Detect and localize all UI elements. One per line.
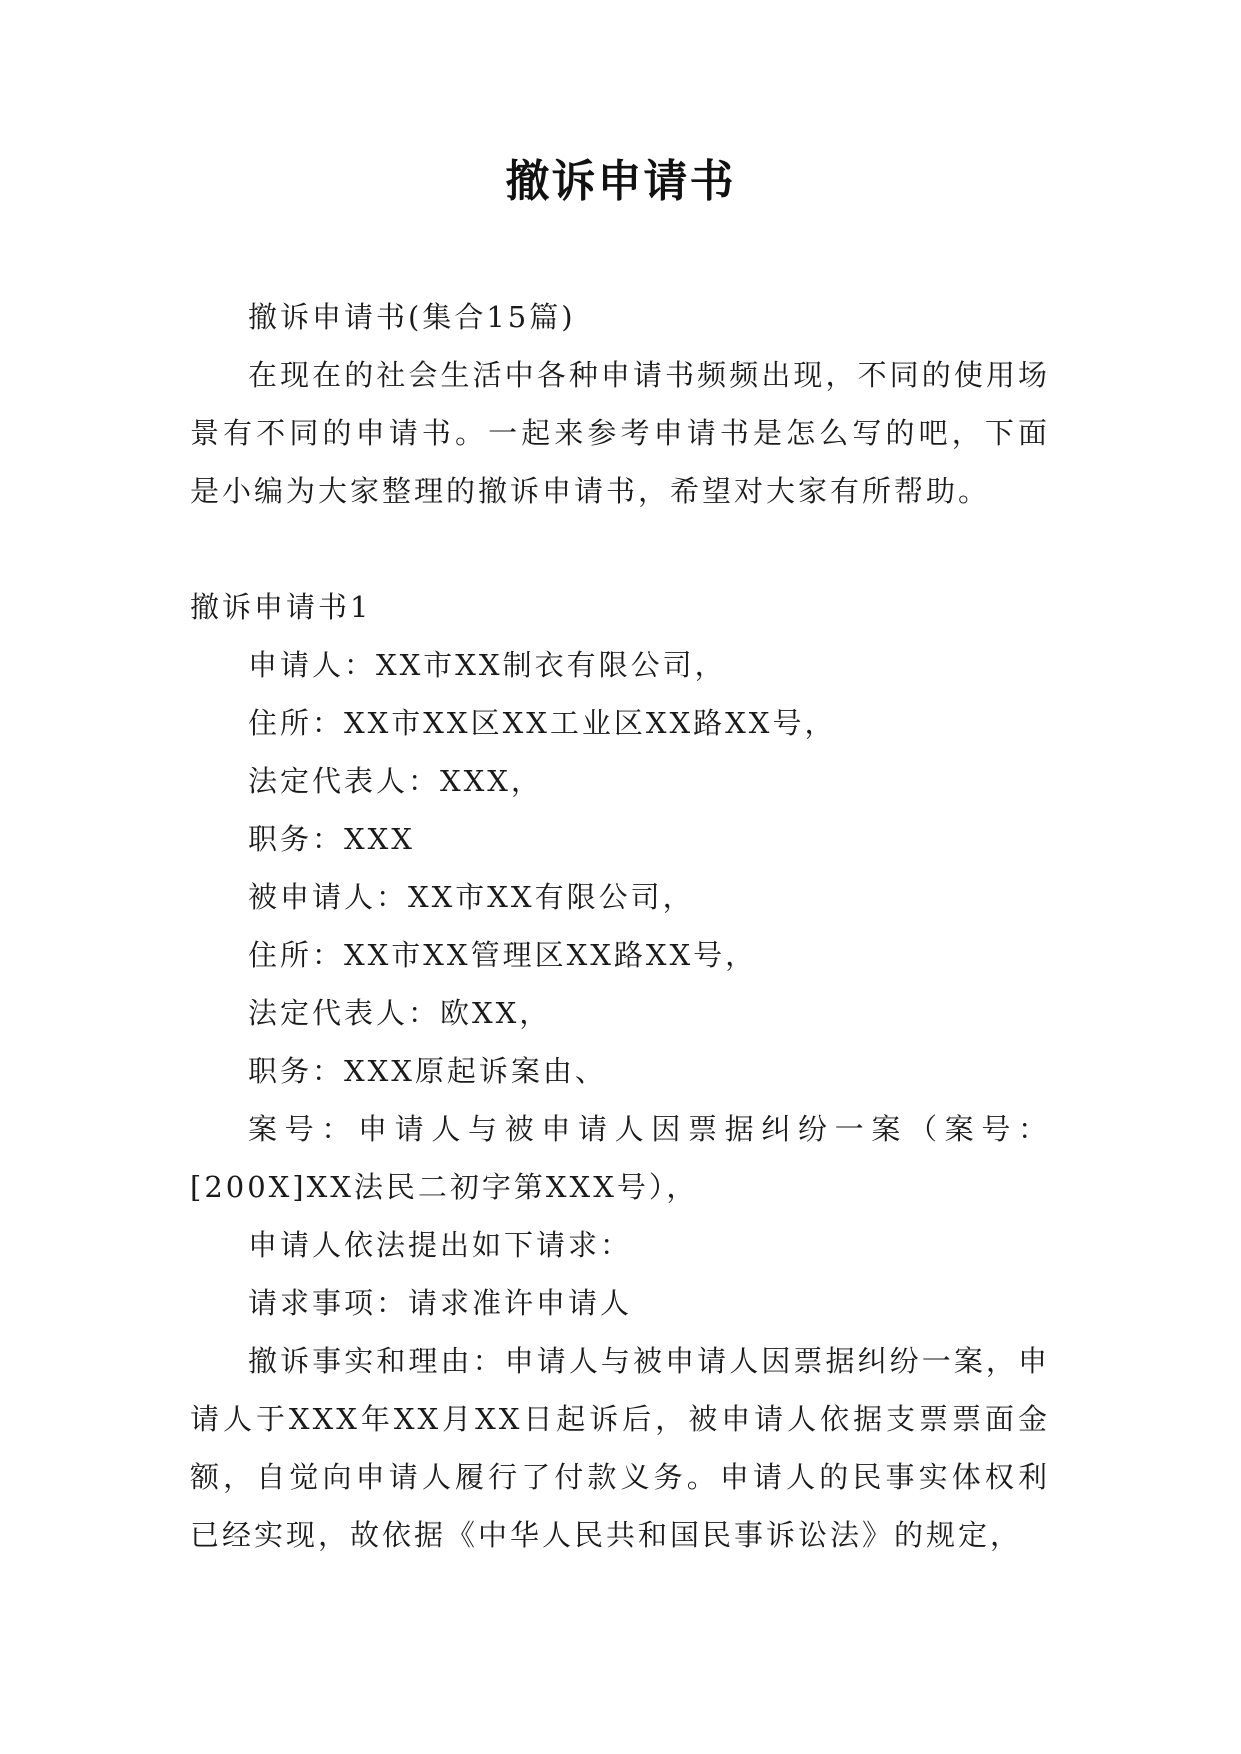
respondent-line: 被申请人：XX市XX有限公司，	[248, 880, 695, 914]
respondent-representative-line: 法定代表人：欧XX，	[248, 996, 552, 1030]
applicant-position-line: 职务：XXX	[248, 822, 415, 856]
subtitle-paragraph: 撤诉申请书(集合15篇)	[248, 300, 576, 334]
document-title: 撤诉申请书	[505, 156, 736, 207]
paragraph-spacer	[190, 520, 1050, 578]
case-number-paragraph: 案号：申请人与被申请人因票据纠纷一案（案号：[200X]XX法民二初字第XXX号），	[190, 1112, 1050, 1204]
document-body	[190, 288, 1050, 1564]
respondent-position-line: 职务：XXX原起诉案由、	[248, 1054, 607, 1088]
applicant-line: 申请人：XX市XX制衣有限公司，	[248, 648, 727, 682]
intro-paragraph: 在现在的社会生活中各种申请书频频出现，不同的使用场景有不同的申请书。一起来参考申请书是怎么写的吧，下面是小编为大家整理的撤诉申请书，希望对大家有所帮助。	[190, 358, 1050, 508]
facts-and-reasons-paragraph: 撤诉事实和理由：申请人与被申请人因票据纠纷一案，申请人于XXX年XX月XX日起诉后，被申请人依据支票票面金额，自觉向申请人履行了付款义务。申请人的民事实体权利已经实现，故依据《中华人民共和国民事诉讼法》的规定，	[190, 1344, 1050, 1552]
request-items-line: 请求事项：请求准许申请人	[248, 1286, 633, 1320]
applicant-address-line: 住所：XX市XX区XX工业区XX路XX号，	[248, 706, 837, 740]
respondent-address-line: 住所：XX市XX管理区XX路XX号，	[248, 938, 758, 972]
request-intro-line: 申请人依法提出如下请求：	[248, 1228, 633, 1262]
applicant-representative-line: 法定代表人：XXX，	[248, 764, 543, 798]
section-heading: 撤诉申请书1	[190, 590, 372, 624]
